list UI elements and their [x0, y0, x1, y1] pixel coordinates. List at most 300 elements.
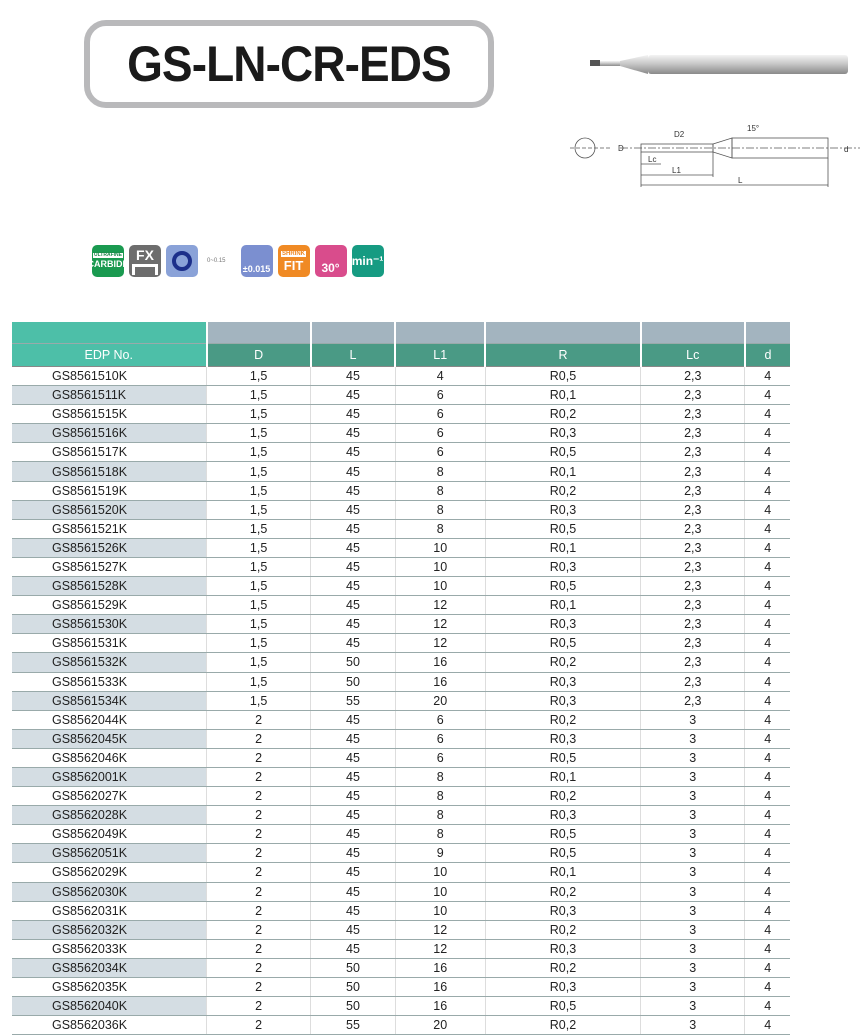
column-header: Lc	[641, 344, 745, 367]
table-row	[12, 844, 790, 863]
edp-cell: GS8561511K	[12, 386, 207, 405]
value-cell: 4	[745, 481, 790, 500]
value-cell: 4	[745, 1016, 790, 1035]
value-cell: 3	[641, 901, 745, 920]
table-row	[12, 767, 790, 786]
value-cell: 45	[311, 920, 395, 939]
table-row	[12, 577, 790, 596]
rpm-icon: min⁻¹	[352, 245, 384, 277]
value-cell: 2,3	[641, 634, 745, 653]
value-cell: 1,5	[207, 386, 311, 405]
value-cell: 1,5	[207, 405, 311, 424]
value-cell: 1,5	[207, 557, 311, 576]
value-cell: 4	[745, 615, 790, 634]
value-cell: 4	[745, 863, 790, 882]
feature-icons	[87, 245, 384, 277]
value-cell: 45	[311, 939, 395, 958]
value-cell: 45	[311, 767, 395, 786]
value-cell: 1,5	[207, 672, 311, 691]
value-cell: 6	[395, 386, 485, 405]
value-cell: 20	[395, 1016, 485, 1035]
table-row	[12, 481, 790, 500]
value-cell: 4	[745, 405, 790, 424]
value-cell: 8	[395, 519, 485, 538]
edp-cell: GS8561519K	[12, 481, 207, 500]
value-cell: 4	[745, 500, 790, 519]
value-cell: 2	[207, 978, 311, 997]
value-cell: 2,3	[641, 653, 745, 672]
value-cell: 4	[745, 939, 790, 958]
value-cell: R0,2	[485, 653, 640, 672]
value-cell: 10	[395, 577, 485, 596]
value-cell: 8	[395, 767, 485, 786]
value-cell: 2,3	[641, 519, 745, 538]
value-cell: 50	[311, 958, 395, 977]
value-cell: 2,3	[641, 424, 745, 443]
value-cell: 2,3	[641, 672, 745, 691]
value-cell: 16	[395, 958, 485, 977]
value-cell: 8	[395, 825, 485, 844]
edp-cell: GS8561534K	[12, 691, 207, 710]
dim-d: d	[844, 145, 849, 154]
value-cell: 4	[745, 424, 790, 443]
dim-Lc: Lc	[648, 155, 657, 164]
dim-L: L	[738, 176, 743, 185]
column-header: R	[485, 344, 640, 367]
value-cell: 8	[395, 481, 485, 500]
value-cell: R0,1	[485, 767, 640, 786]
value-cell: 2	[207, 958, 311, 977]
value-cell: 3	[641, 863, 745, 882]
value-cell: 8	[395, 500, 485, 519]
value-cell: 4	[745, 997, 790, 1016]
value-cell: 45	[311, 882, 395, 901]
value-cell: 10	[395, 863, 485, 882]
end-mill-photo	[590, 50, 852, 80]
edp-cell: GS8562044K	[12, 710, 207, 729]
value-cell: 45	[311, 500, 395, 519]
value-cell: 2	[207, 863, 311, 882]
column-header: EDP No.	[12, 344, 207, 367]
value-cell: R0,5	[485, 748, 640, 767]
table-row	[12, 882, 790, 901]
value-cell: 4	[395, 367, 485, 386]
value-cell: R0,3	[485, 901, 640, 920]
value-cell: 4	[745, 386, 790, 405]
edp-cell: GS8561529K	[12, 596, 207, 615]
value-cell: 12	[395, 634, 485, 653]
value-cell: 4	[745, 748, 790, 767]
edp-cell: GS8561520K	[12, 500, 207, 519]
value-cell: 2	[207, 710, 311, 729]
table-row	[12, 500, 790, 519]
edp-cell: GS8562034K	[12, 958, 207, 977]
edp-cell: GS8562035K	[12, 978, 207, 997]
edp-cell: GS8561530K	[12, 615, 207, 634]
value-cell: R0,3	[485, 939, 640, 958]
value-cell: R0,1	[485, 386, 640, 405]
edp-cell: GS8561521K	[12, 519, 207, 538]
value-cell: 2	[207, 997, 311, 1016]
column-header: L	[311, 344, 395, 367]
value-cell: 45	[311, 806, 395, 825]
value-cell: 2,3	[641, 691, 745, 710]
value-cell: 50	[311, 997, 395, 1016]
value-cell: 2	[207, 729, 311, 748]
value-cell: 2	[207, 901, 311, 920]
value-cell: 3	[641, 939, 745, 958]
edp-cell: GS8562032K	[12, 920, 207, 939]
value-cell: 8	[395, 806, 485, 825]
edp-cell: GS8562001K	[12, 767, 207, 786]
edp-cell: GS8561517K	[12, 443, 207, 462]
value-cell: 1,5	[207, 653, 311, 672]
value-cell: 2,3	[641, 405, 745, 424]
value-cell: 1,5	[207, 538, 311, 557]
edp-cell: GS8561515K	[12, 405, 207, 424]
table-row	[12, 1016, 790, 1035]
value-cell: R0,1	[485, 863, 640, 882]
edp-cell: GS8562030K	[12, 882, 207, 901]
edp-cell: GS8562027K	[12, 787, 207, 806]
value-cell: 1,5	[207, 462, 311, 481]
edp-cell: GS8562046K	[12, 748, 207, 767]
runout-icon	[166, 245, 198, 277]
value-cell: 2	[207, 806, 311, 825]
value-cell: 3	[641, 806, 745, 825]
table-row	[12, 672, 790, 691]
value-cell: 6	[395, 424, 485, 443]
value-cell: 2	[207, 825, 311, 844]
table-row	[12, 596, 790, 615]
table-row	[12, 787, 790, 806]
value-cell: 2,3	[641, 596, 745, 615]
value-cell: 4	[745, 367, 790, 386]
dim-D: D	[618, 144, 624, 153]
table-row	[12, 920, 790, 939]
value-cell: 45	[311, 481, 395, 500]
edp-cell: GS8562036K	[12, 1016, 207, 1035]
value-cell: 12	[395, 596, 485, 615]
value-cell: 3	[641, 958, 745, 977]
value-cell: 2,3	[641, 386, 745, 405]
value-cell: 45	[311, 443, 395, 462]
edp-cell: GS8562045K	[12, 729, 207, 748]
value-cell: 4	[745, 882, 790, 901]
value-cell: 1,5	[207, 634, 311, 653]
table-row	[12, 939, 790, 958]
table-row	[12, 901, 790, 920]
value-cell: 45	[311, 424, 395, 443]
value-cell: 45	[311, 462, 395, 481]
value-cell: R0,2	[485, 405, 640, 424]
value-cell: 2	[207, 882, 311, 901]
table-row	[12, 615, 790, 634]
value-cell: R0,3	[485, 978, 640, 997]
value-cell: 6	[395, 405, 485, 424]
value-cell: 12	[395, 920, 485, 939]
value-cell: 4	[745, 901, 790, 920]
value-cell: 4	[745, 958, 790, 977]
value-cell: 45	[311, 386, 395, 405]
edp-cell: GS8562049K	[12, 825, 207, 844]
value-cell: R0,2	[485, 882, 640, 901]
value-cell: 4	[745, 825, 790, 844]
value-cell: 2	[207, 787, 311, 806]
value-cell: 55	[311, 1016, 395, 1035]
value-cell: 9	[395, 844, 485, 863]
value-cell: 1,5	[207, 691, 311, 710]
value-cell: R0,3	[485, 500, 640, 519]
table-row	[12, 997, 790, 1016]
value-cell: 1,5	[207, 519, 311, 538]
table-row	[12, 653, 790, 672]
table-row	[12, 367, 790, 386]
edp-cell: GS8561527K	[12, 557, 207, 576]
value-cell: 2,3	[641, 443, 745, 462]
value-cell: 16	[395, 653, 485, 672]
value-cell: 2	[207, 767, 311, 786]
value-cell: R0,3	[485, 424, 640, 443]
product-spec-table	[12, 322, 790, 1035]
value-cell: 1,5	[207, 424, 311, 443]
edp-cell: GS8562040K	[12, 997, 207, 1016]
ultrafine-carbide-icon: ULTRAFINE CARBIDE	[92, 245, 124, 277]
value-cell: R0,5	[485, 577, 640, 596]
value-cell: 3	[641, 978, 745, 997]
edp-cell: GS8561510K	[12, 367, 207, 386]
edp-cell: GS8561518K	[12, 462, 207, 481]
value-cell: 45	[311, 787, 395, 806]
column-header: d	[745, 344, 790, 367]
dimension-drawing	[560, 115, 867, 195]
table-row	[12, 538, 790, 557]
value-cell: 2,3	[641, 615, 745, 634]
value-cell: 10	[395, 538, 485, 557]
value-cell: 2,3	[641, 481, 745, 500]
edp-cell: GS8561532K	[12, 653, 207, 672]
value-cell: 3	[641, 710, 745, 729]
value-cell: 45	[311, 729, 395, 748]
table-row	[12, 825, 790, 844]
value-cell: 2,3	[641, 462, 745, 481]
value-cell: R0,5	[485, 825, 640, 844]
value-cell: 45	[311, 367, 395, 386]
value-cell: R0,5	[485, 634, 640, 653]
value-cell: 16	[395, 997, 485, 1016]
value-cell: 45	[311, 596, 395, 615]
value-cell: 3	[641, 748, 745, 767]
value-cell: 4	[745, 710, 790, 729]
value-cell: 2,3	[641, 500, 745, 519]
fx-icon: FX	[129, 245, 161, 277]
value-cell: R0,1	[485, 538, 640, 557]
value-cell: 3	[641, 767, 745, 786]
value-cell: 8	[395, 787, 485, 806]
value-cell: 45	[311, 863, 395, 882]
shrink-fit-icon: SHRINK FIT	[278, 245, 310, 277]
value-cell: 10	[395, 901, 485, 920]
value-cell: 4	[745, 729, 790, 748]
value-cell: R0,3	[485, 691, 640, 710]
value-cell: 45	[311, 901, 395, 920]
column-header: D	[207, 344, 311, 367]
value-cell: R0,2	[485, 1016, 640, 1035]
value-cell: 1,5	[207, 481, 311, 500]
table-row	[12, 958, 790, 977]
table-row	[12, 386, 790, 405]
value-cell: R0,5	[485, 997, 640, 1016]
value-cell: R0,2	[485, 920, 640, 939]
value-cell: R0,3	[485, 806, 640, 825]
value-cell: 2	[207, 844, 311, 863]
value-cell: R0,1	[485, 596, 640, 615]
value-cell: 3	[641, 787, 745, 806]
value-cell: 8	[395, 462, 485, 481]
edp-cell: GS8562033K	[12, 939, 207, 958]
value-cell: 4	[745, 767, 790, 786]
value-cell: 4	[745, 538, 790, 557]
table-row	[12, 748, 790, 767]
value-cell: 2,3	[641, 577, 745, 596]
table-row	[12, 978, 790, 997]
value-cell: 3	[641, 997, 745, 1016]
value-cell: 2	[207, 939, 311, 958]
value-cell: 6	[395, 729, 485, 748]
value-cell: 50	[311, 672, 395, 691]
value-cell: R0,5	[485, 844, 640, 863]
edp-cell: GS8562031K	[12, 901, 207, 920]
value-cell: 45	[311, 577, 395, 596]
value-cell: 12	[395, 939, 485, 958]
value-cell: 6	[395, 710, 485, 729]
edp-cell: GS8561516K	[12, 424, 207, 443]
value-cell: 3	[641, 920, 745, 939]
value-cell: 20	[395, 691, 485, 710]
value-cell: 10	[395, 557, 485, 576]
column-header: L1	[395, 344, 485, 367]
edp-cell: GS8561533K	[12, 672, 207, 691]
value-cell: 4	[745, 557, 790, 576]
helix-30-icon: 30°	[315, 245, 347, 277]
value-cell: R0,3	[485, 615, 640, 634]
value-cell: 4	[745, 577, 790, 596]
value-cell: 4	[745, 844, 790, 863]
table-row	[12, 405, 790, 424]
table-row	[12, 519, 790, 538]
value-cell: 1,5	[207, 500, 311, 519]
value-cell: 50	[311, 653, 395, 672]
value-cell: R0,3	[485, 729, 640, 748]
table-row	[12, 443, 790, 462]
value-cell: 55	[311, 691, 395, 710]
table-row	[12, 424, 790, 443]
value-cell: 10	[395, 882, 485, 901]
value-cell: 12	[395, 615, 485, 634]
value-cell: 4	[745, 787, 790, 806]
value-cell: 2,3	[641, 538, 745, 557]
value-cell: 4	[745, 978, 790, 997]
value-cell: 1,5	[207, 577, 311, 596]
value-cell: 4	[745, 653, 790, 672]
value-cell: R0,3	[485, 672, 640, 691]
value-cell: 4	[745, 691, 790, 710]
edp-cell: GS8562029K	[12, 863, 207, 882]
edp-cell: GS8561528K	[12, 577, 207, 596]
table-row	[12, 557, 790, 576]
value-cell: 4	[745, 519, 790, 538]
value-cell: 1,5	[207, 443, 311, 462]
value-cell: R0,2	[485, 958, 640, 977]
edp-cell: GS8562051K	[12, 844, 207, 863]
product-title-box	[84, 20, 494, 108]
tolerance-icon: ±0.015	[241, 245, 273, 277]
value-cell: R0,2	[485, 710, 640, 729]
value-cell: 3	[641, 844, 745, 863]
value-cell: 16	[395, 672, 485, 691]
value-cell: 16	[395, 978, 485, 997]
dim-angle: 15°	[747, 124, 760, 133]
table-row	[12, 863, 790, 882]
value-cell: 6	[395, 748, 485, 767]
value-cell: 45	[311, 615, 395, 634]
value-cell: 45	[311, 538, 395, 557]
value-cell: 1,5	[207, 367, 311, 386]
value-cell: R0,5	[485, 519, 640, 538]
table-row	[12, 729, 790, 748]
value-cell: 45	[311, 710, 395, 729]
value-cell: 3	[641, 882, 745, 901]
edp-cell: GS8562028K	[12, 806, 207, 825]
value-cell: 2	[207, 748, 311, 767]
dim-L1: L1	[672, 166, 681, 175]
edp-cell: GS8561526K	[12, 538, 207, 557]
value-cell: 4	[745, 443, 790, 462]
table-row	[12, 710, 790, 729]
table-row	[12, 634, 790, 653]
value-cell: 45	[311, 519, 395, 538]
value-cell: R0,5	[485, 367, 640, 386]
value-cell: 50	[311, 978, 395, 997]
value-cell: 4	[745, 672, 790, 691]
table-row	[12, 806, 790, 825]
table-row	[12, 462, 790, 481]
value-cell: 4	[745, 462, 790, 481]
value-cell: 4	[745, 806, 790, 825]
table-row	[12, 691, 790, 710]
value-cell: 3	[641, 825, 745, 844]
value-cell: 45	[311, 405, 395, 424]
value-cell: 3	[641, 729, 745, 748]
value-cell: 2	[207, 920, 311, 939]
value-cell: 4	[745, 596, 790, 615]
value-cell: 6	[395, 443, 485, 462]
value-cell: 4	[745, 920, 790, 939]
value-cell: 2,3	[641, 557, 745, 576]
edp-cell: GS8561531K	[12, 634, 207, 653]
value-cell: 45	[311, 634, 395, 653]
value-cell: 1,5	[207, 596, 311, 615]
value-cell: R0,1	[485, 462, 640, 481]
value-cell: R0,2	[485, 481, 640, 500]
value-cell: 2	[207, 1016, 311, 1035]
value-cell: 2,3	[641, 367, 745, 386]
dim-D2: D2	[674, 130, 685, 139]
value-cell: 45	[311, 825, 395, 844]
value-cell: 1,5	[207, 615, 311, 634]
runout-range: 0~0.15	[207, 258, 226, 264]
value-cell: 45	[311, 844, 395, 863]
